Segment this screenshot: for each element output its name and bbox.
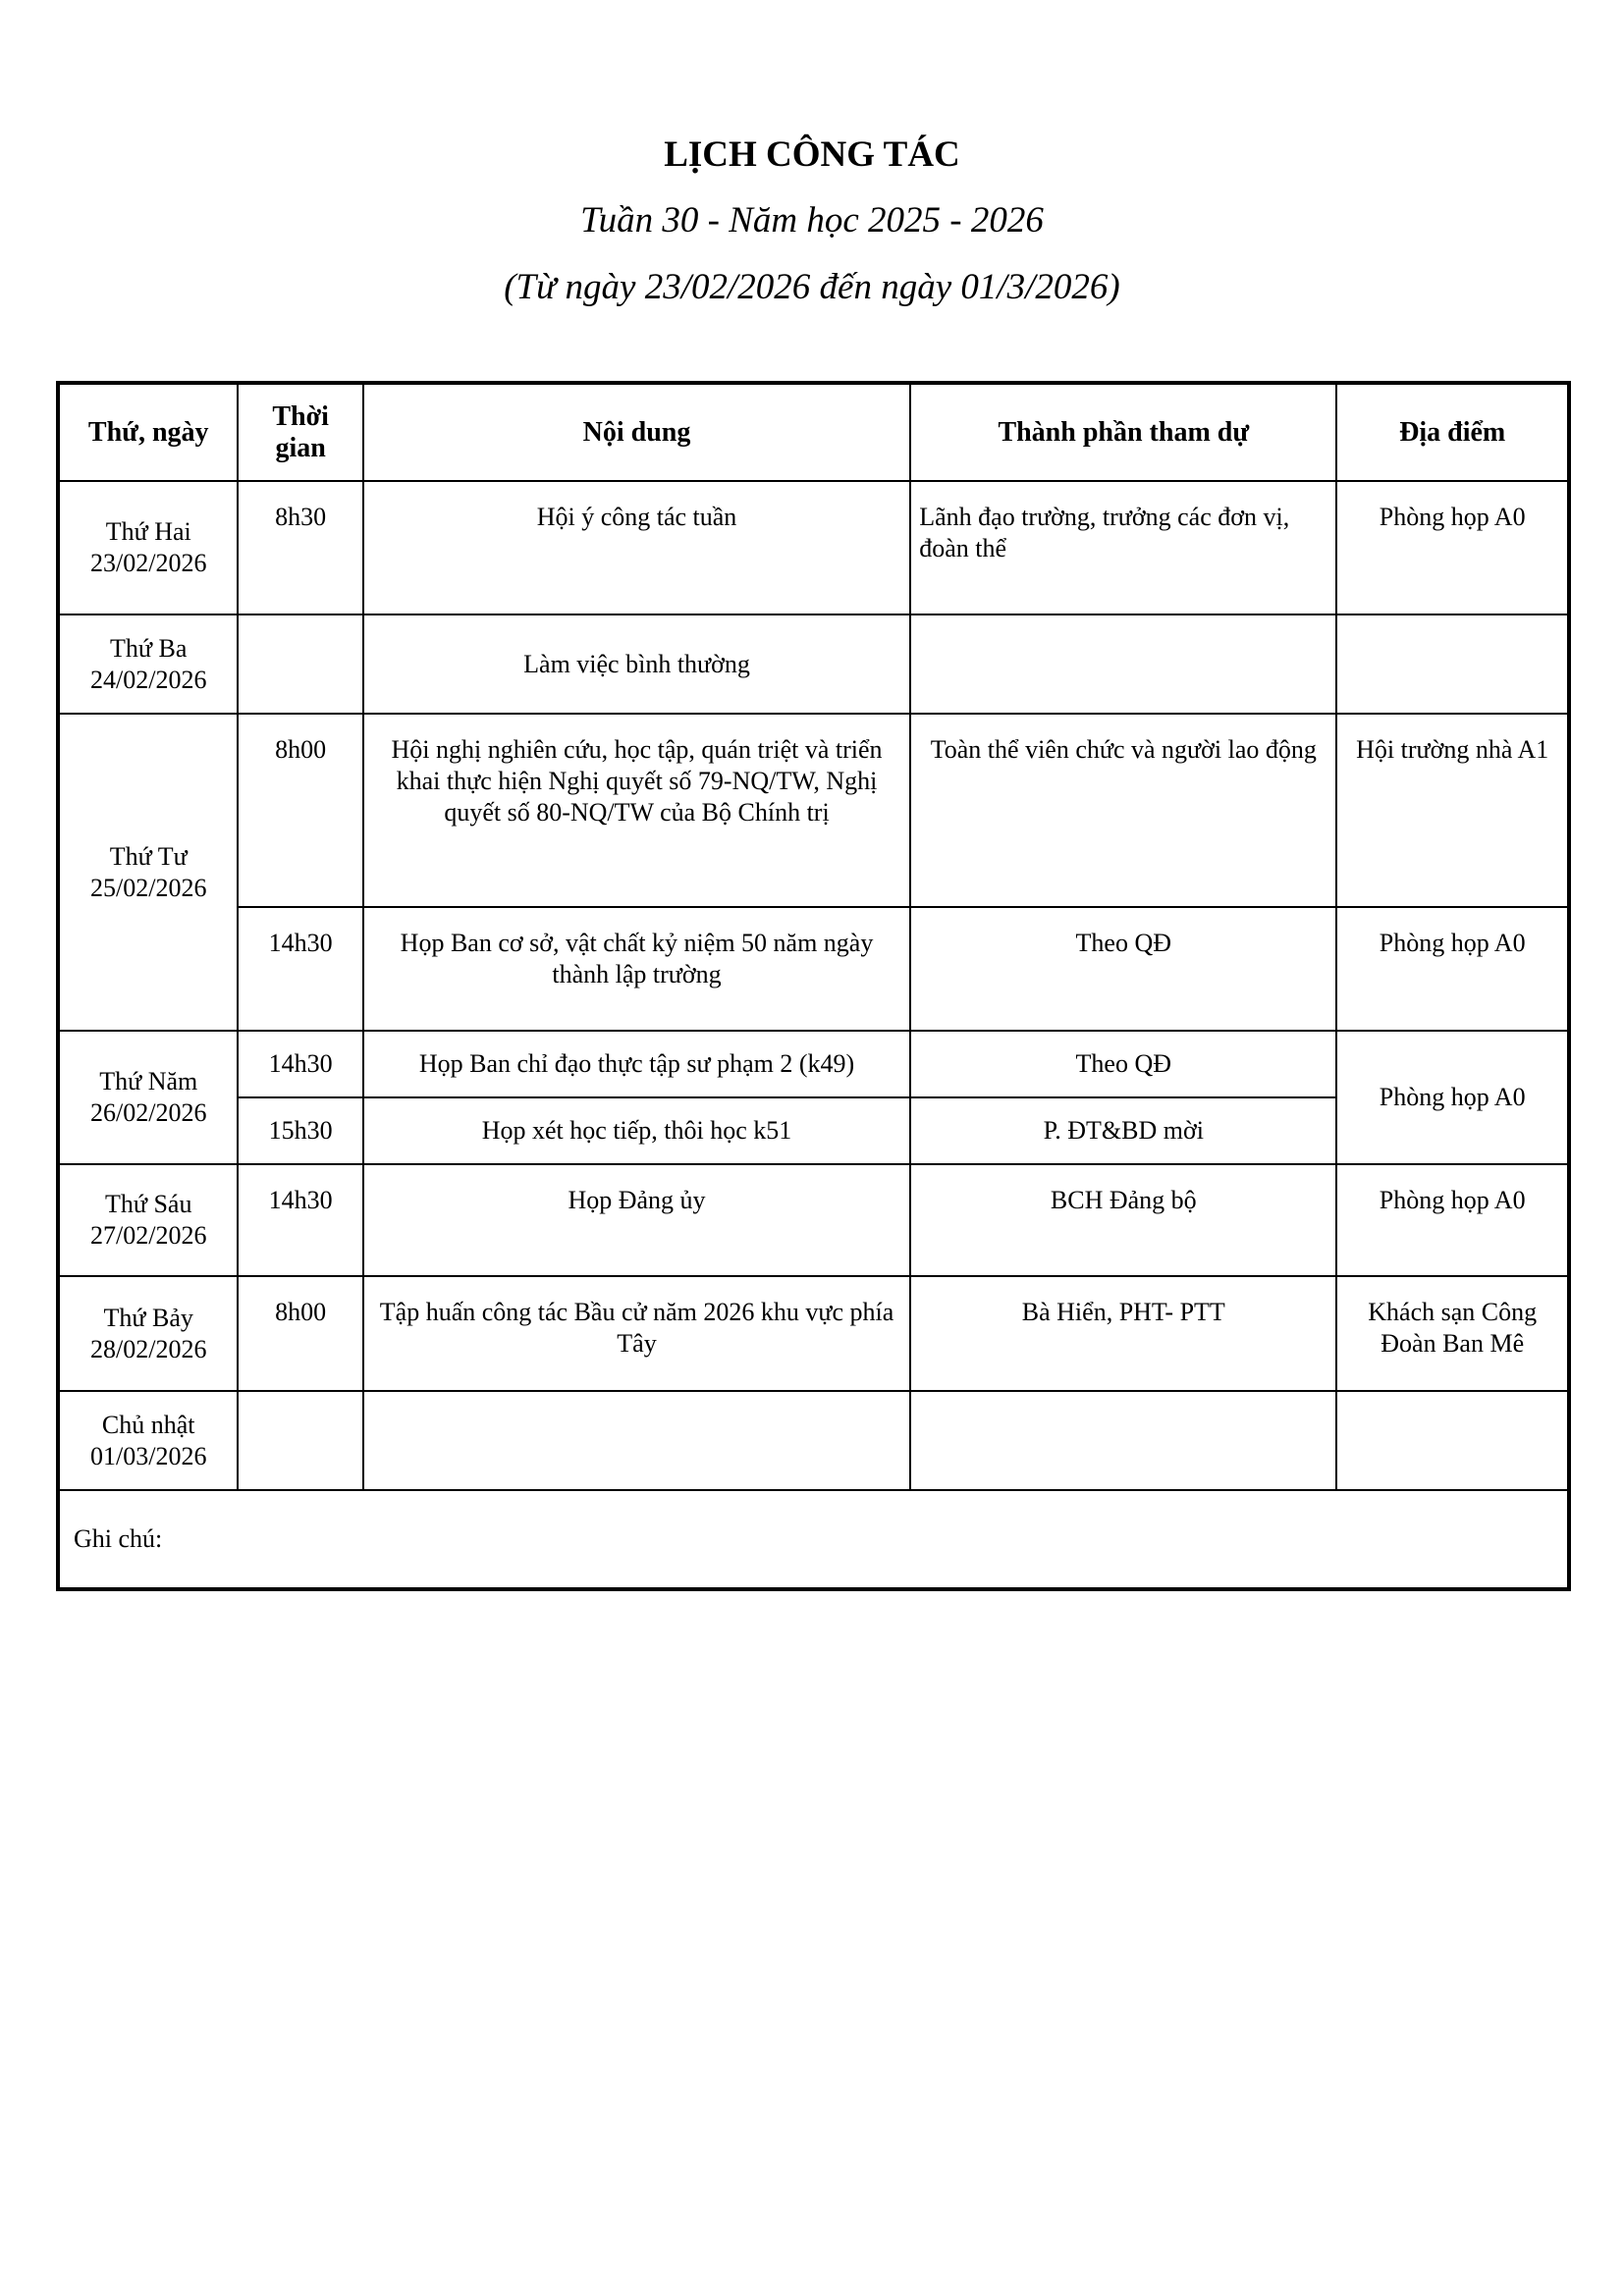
location-cell: Phòng họp A0 — [1336, 1031, 1569, 1164]
day-date: 28/02/2026 — [90, 1334, 207, 1363]
content-cell: Họp xét học tiếp, thôi học k51 — [363, 1097, 910, 1164]
day-name: Thứ Sáu — [104, 1190, 192, 1218]
day-name: Thứ Năm — [99, 1067, 198, 1095]
day-date: 24/02/2026 — [90, 665, 207, 694]
day-cell — [58, 714, 238, 1031]
location-cell: Khách sạn Công Đoàn Ban Mê — [1336, 1276, 1569, 1391]
participants-cell — [910, 1391, 1336, 1490]
time-cell: 14h30 — [238, 907, 362, 1031]
header-location: Địa điểm — [1336, 383, 1569, 481]
table-row — [58, 1031, 1569, 1097]
content-cell: Làm việc bình thường — [363, 614, 910, 714]
header-time-line1: Thời — [272, 400, 329, 432]
week-subtitle: Tuần 30 - Năm học 2025 - 2026 — [580, 200, 1044, 240]
participants-cell: P. ĐT&BD mời — [910, 1097, 1336, 1164]
content-cell: Họp Ban cơ sở, vật chất kỷ niệm 50 năm ngày thành lập trường — [363, 907, 910, 1031]
participants-cell — [910, 614, 1336, 714]
day-cell — [58, 1031, 238, 1164]
day-date: 27/02/2026 — [90, 1221, 207, 1250]
content-cell: Họp Đảng ủy — [363, 1164, 910, 1276]
table-row — [58, 481, 1569, 614]
table-row — [58, 614, 1569, 714]
table-row — [58, 1391, 1569, 1490]
participants-cell: Toàn thể viên chức và người lao động — [910, 714, 1336, 907]
day-name: Thứ Hai — [105, 517, 191, 546]
day-date: 23/02/2026 — [90, 549, 207, 577]
table-row — [58, 1164, 1569, 1276]
day-cell — [58, 481, 238, 614]
time-cell: 8h30 — [238, 481, 362, 614]
header-participants: Thành phần tham dự — [910, 383, 1336, 481]
participants-cell: BCH Đảng bộ — [910, 1164, 1336, 1276]
time-cell — [238, 1391, 362, 1490]
content-cell: Họp Ban chỉ đạo thực tập sư phạm 2 (k49) — [363, 1031, 910, 1097]
content-cell: Tập huấn công tác Bầu cử năm 2026 khu vực phía Tây — [363, 1276, 910, 1391]
day-name: Thứ Tư — [109, 841, 188, 871]
schedule-table — [56, 381, 1571, 1591]
date-range: (Từ ngày 23/02/2026 đến ngày 01/3/2026) — [504, 267, 1120, 307]
time-cell: 8h00 — [238, 714, 362, 907]
table-row — [58, 907, 1569, 1031]
time-cell: 8h00 — [238, 1276, 362, 1391]
day-date: 01/03/2026 — [90, 1441, 207, 1470]
location-cell: Phòng họp A0 — [1336, 907, 1569, 1031]
note-row — [58, 1490, 1569, 1589]
content-cell: Hội ý công tác tuần — [363, 481, 910, 614]
time-cell: 14h30 — [238, 1164, 362, 1276]
day-name: Chủ nhật — [101, 1410, 195, 1439]
day-name: Thứ Bảy — [103, 1303, 193, 1332]
day-cell — [58, 1276, 238, 1391]
participants-cell: Theo QĐ — [910, 1031, 1336, 1097]
location-cell: Phòng họp A0 — [1336, 481, 1569, 614]
location-cell: Phòng họp A0 — [1336, 1164, 1569, 1276]
time-cell: 14h30 — [238, 1031, 362, 1097]
header-time — [238, 383, 362, 481]
header-day: Thứ, ngày — [58, 383, 238, 481]
table-row — [58, 714, 1569, 907]
participants-cell: Bà Hiển, PHT- PTT — [910, 1276, 1336, 1391]
day-cell — [58, 614, 238, 714]
header-content: Nội dung — [363, 383, 910, 481]
location-cell — [1336, 1391, 1569, 1490]
note-label: Ghi chú: — [58, 1490, 1569, 1589]
page-title: LỊCH CÔNG TÁC — [664, 134, 960, 175]
header-time-line2: gian — [275, 432, 326, 463]
day-date: 25/02/2026 — [90, 873, 207, 902]
content-cell — [363, 1391, 910, 1490]
time-cell: 15h30 — [238, 1097, 362, 1164]
day-date: 26/02/2026 — [90, 1098, 207, 1127]
day-cell — [58, 1164, 238, 1276]
location-cell: Hội trường nhà A1 — [1336, 714, 1569, 907]
location-cell — [1336, 614, 1569, 714]
table-row — [58, 1276, 1569, 1391]
participants-cell: Lãnh đạo trường, trưởng các đơn vị, đoàn thể — [910, 481, 1336, 614]
day-cell — [58, 1391, 238, 1490]
time-cell — [238, 614, 362, 714]
participants-cell: Theo QĐ — [910, 907, 1336, 1031]
table-header-row — [58, 383, 1569, 481]
content-cell: Hội nghị nghiên cứu, học tập, quán triệt và triển khai thực hiện Nghị quyết số 79-NQ/TW, Nghị quyết số 80-NQ/TW của Bộ Chính trị — [363, 714, 910, 907]
day-name: Thứ Ba — [110, 633, 188, 663]
